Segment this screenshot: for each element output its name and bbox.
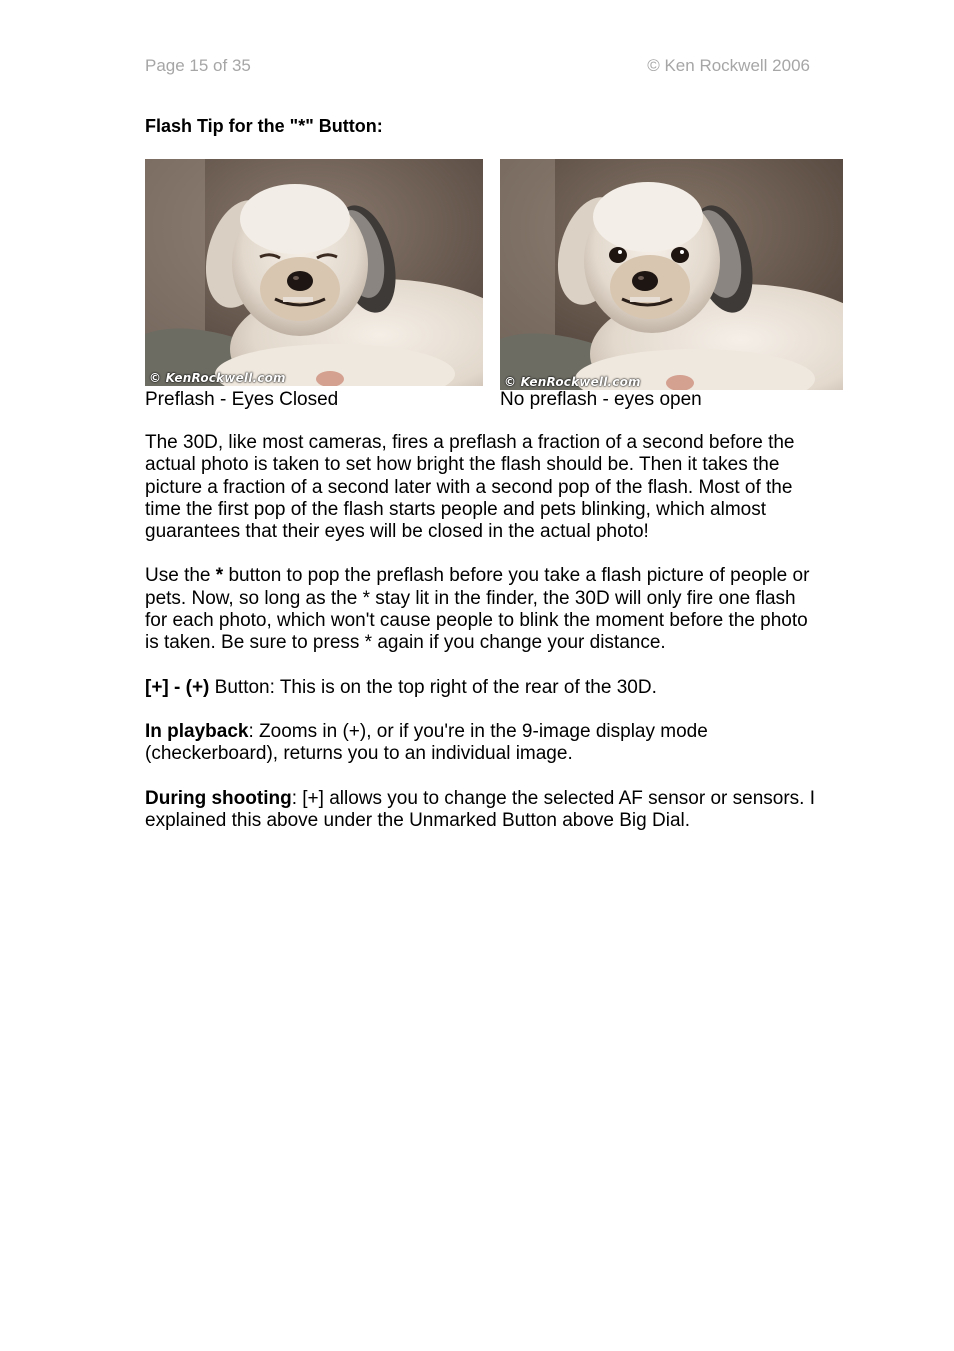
dog-photo-eyes-closed <box>145 159 483 386</box>
page-header <box>145 56 810 78</box>
photo-caption-eyes-open: No preflash - eyes open <box>500 389 702 410</box>
section-title: Flash Tip for the "*" Button: <box>145 116 383 136</box>
copyright-notice: © Ken Rockwell 2006 <box>647 56 810 75</box>
photo-watermark: © KenRockwell.com <box>149 371 286 385</box>
paragraph-during-shooting: During shooting: [+] allows you to change the selected AF sensor or sensors. I explained this above under the Unmarked Button above Big Dial. <box>145 787 816 831</box>
photo-caption-eyes-closed: Preflash - Eyes Closed <box>145 389 339 410</box>
paragraph-plus-button: [+] - (+) Button: This is on the top right of the rear of the 30D. <box>145 676 657 698</box>
paragraph-in-playback: In playback: Zooms in (+), or if you're in the 9-image display mode (checkerboard), returns you to an individual image. <box>145 720 708 765</box>
photo-watermark: © KenRockwell.com <box>504 375 641 389</box>
dog-photo-eyes-open <box>500 159 843 390</box>
paragraph-preflash: The 30D, like most cameras, fires a preflash a fraction of a second before the actual photo is taken to set how bright the flash should be. Then it takes the picture a fraction of a second later with a second pop of the flash. Most of the time the first pop of the flash starts people and pets blinking, which almost guarantees that their eyes will be closed in the actual photo! <box>145 432 795 543</box>
body-text <box>145 432 817 854</box>
page-number: Page 15 of 35 <box>145 56 251 75</box>
paragraph-star-button: Use the * button to pop the preflash before you take a flash picture of people or pets. Now, so long as the * stay lit in the finder, the 30D will only fire one flash for each photo, which won't cause people to blink the moment before the photo is taken. Be sure to press * again if you change your distance. <box>145 565 810 654</box>
